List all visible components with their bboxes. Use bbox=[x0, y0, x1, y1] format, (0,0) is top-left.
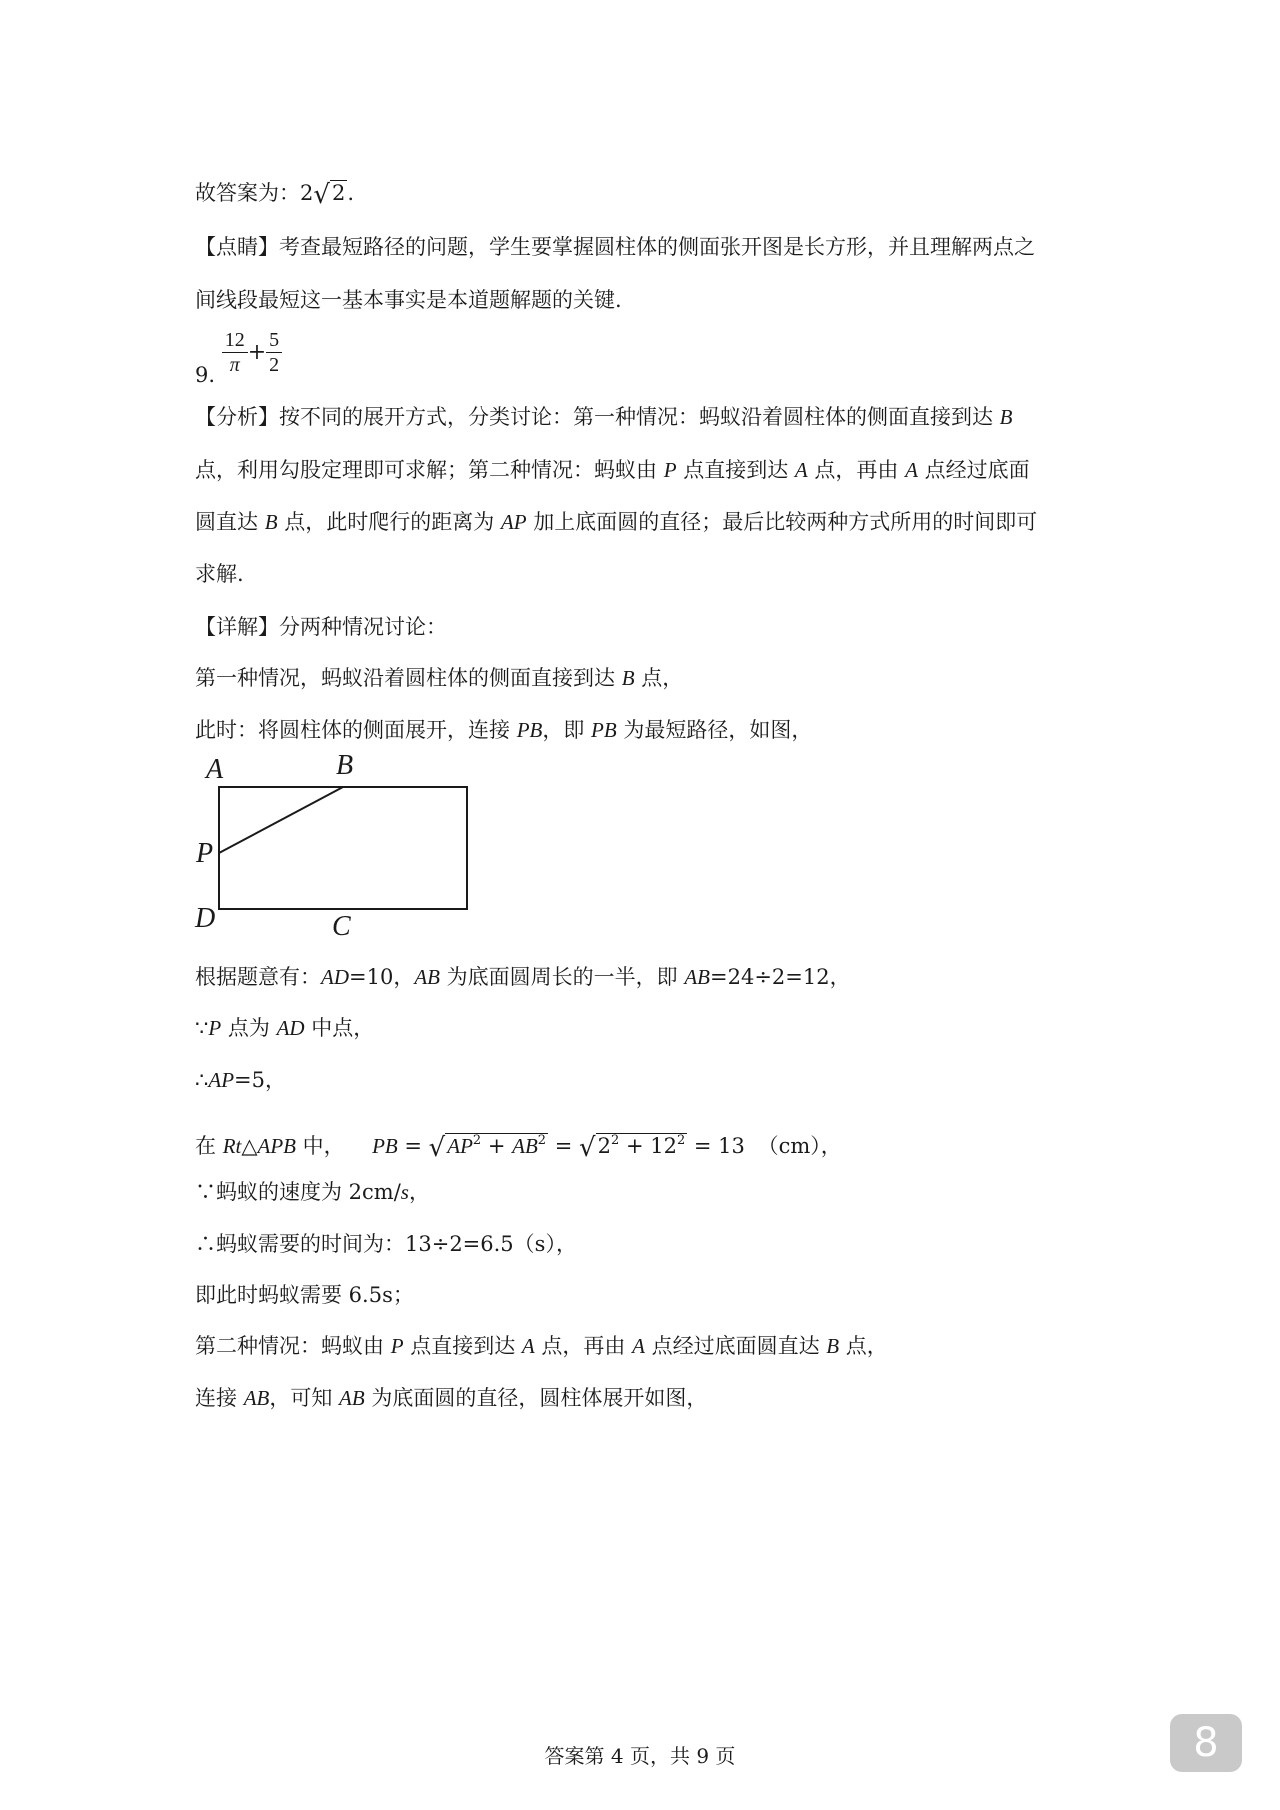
var-ab: AB bbox=[243, 1386, 270, 1410]
because-symbol: ∵ bbox=[195, 1016, 209, 1040]
text: 为底面圆的直径，圆柱体展开如图， bbox=[364, 1386, 708, 1410]
q9-frac1-den: π bbox=[229, 354, 240, 376]
eq-ab: AB bbox=[512, 1134, 538, 1158]
eq-equals: = bbox=[397, 1134, 429, 1158]
text: 点，利用勾股定理即可求解；第二种情况：蚂蚁由 bbox=[195, 458, 664, 482]
text: 点，再由 bbox=[534, 1334, 633, 1358]
text: 圆直达 bbox=[195, 510, 265, 534]
text: =10， bbox=[349, 965, 415, 989]
answer-8-coef: 2 bbox=[300, 181, 314, 205]
comment-line-2: 间线段最短这一基本事实是本道题解题的关键. bbox=[195, 288, 622, 312]
var-ab: AB bbox=[684, 965, 710, 989]
calc-line-1 bbox=[195, 962, 851, 992]
therefore-symbol: ∴ bbox=[195, 1068, 209, 1092]
var-ad: AD bbox=[276, 1016, 305, 1040]
var-p: P bbox=[663, 458, 677, 482]
answer-8-sqrt: √2 bbox=[313, 180, 346, 210]
var-pb: PB bbox=[591, 718, 617, 742]
q9-frac2-den: 2 bbox=[269, 354, 280, 376]
figure-label-c: C bbox=[332, 911, 351, 942]
calc-line-2 bbox=[195, 1013, 374, 1043]
calc-line-4-equation bbox=[195, 1126, 842, 1163]
text: =5， bbox=[234, 1068, 286, 1092]
answer-8-radicand: 2 bbox=[331, 181, 346, 205]
text: ， bbox=[408, 1180, 430, 1204]
calc-line-3 bbox=[195, 1065, 286, 1095]
text: 点，此时爬行的距离为 bbox=[277, 510, 501, 534]
text: 连接 bbox=[195, 1386, 244, 1410]
text: 点， bbox=[634, 666, 684, 690]
calc-line-5 bbox=[195, 1177, 430, 1207]
text: ∵蚂蚁的速度为 2cm/ bbox=[195, 1180, 401, 1204]
figure-label-b: B bbox=[336, 750, 354, 781]
text: 中， bbox=[296, 1134, 345, 1158]
text: 点直接到达 bbox=[403, 1334, 522, 1358]
text: 第一种情况，蚂蚁沿着圆柱体的侧面直接到达 bbox=[195, 666, 622, 690]
text: 根据题意有： bbox=[195, 965, 321, 989]
var-a: A bbox=[794, 458, 808, 482]
eq-unit: （cm）， bbox=[757, 1134, 842, 1158]
rectangle-abcd bbox=[219, 787, 467, 909]
eq-plus: + bbox=[481, 1134, 513, 1158]
eq-result: = 13 bbox=[687, 1134, 745, 1158]
text: ，即 bbox=[542, 718, 592, 742]
text: 点为 bbox=[221, 1016, 277, 1040]
var-s: s bbox=[400, 1180, 409, 1204]
text: 加上底面圆的直径；最后比较两种方式所用的时间即可 bbox=[526, 510, 1038, 534]
var-b: B bbox=[264, 510, 278, 534]
text: 点， bbox=[839, 1334, 888, 1358]
var-a: A bbox=[521, 1334, 535, 1358]
var-p: P bbox=[208, 1016, 222, 1040]
var-b: B bbox=[999, 405, 1013, 429]
comment-line-1: 【点睛】考查最短路径的问题，学生要掌握圆柱体的侧面张开图是长方形，并且理解两点之 bbox=[195, 235, 1035, 259]
text: 中点， bbox=[304, 1016, 375, 1040]
segment-pb bbox=[219, 787, 343, 853]
text: ，可知 bbox=[269, 1386, 340, 1410]
var-pb: PB bbox=[516, 718, 543, 742]
var-b: B bbox=[826, 1334, 840, 1358]
text: 【分析】按不同的展开方式，分类讨论：第一种情况：蚂蚁沿着圆柱体的侧面直接到达 bbox=[195, 405, 1000, 429]
text: 在 bbox=[195, 1134, 223, 1158]
var-ab: AB bbox=[339, 1386, 365, 1410]
eq-exp: 2 bbox=[472, 1133, 482, 1148]
var-apb: APB bbox=[257, 1134, 296, 1158]
q9-number: 9. bbox=[195, 363, 216, 387]
figure-label-d: D bbox=[195, 903, 216, 934]
q9-frac2-num: 5 bbox=[266, 328, 282, 353]
answer-8-end: . bbox=[347, 181, 355, 205]
var-ap: AP bbox=[500, 510, 527, 534]
q9-frac1-num: 12 bbox=[222, 328, 248, 353]
eq-pb: PB bbox=[372, 1134, 398, 1158]
eq-ap: AP bbox=[447, 1134, 473, 1158]
eq-two: 2 bbox=[597, 1134, 611, 1158]
var-ap: AP bbox=[208, 1068, 235, 1092]
eq-sqrt-2: $√2^2 + 12^2$ bbox=[579, 1133, 686, 1163]
detail-line-1: 【详解】分两种情况讨论： bbox=[195, 615, 447, 639]
text: 点经过底面圆直达 bbox=[644, 1334, 827, 1358]
text: 此时：将圆柱体的侧面展开，连接 bbox=[195, 718, 517, 742]
text: 为底面圆周长的一半，即 bbox=[439, 965, 685, 989]
text: 点经过底面 bbox=[917, 458, 1030, 482]
q9-plus: + bbox=[247, 340, 267, 365]
analysis-line-4: 求解. bbox=[195, 562, 244, 586]
calc-line-7: 即此时蚂蚁需要 6.5s； bbox=[195, 1283, 414, 1307]
calc-line-8 bbox=[195, 1331, 888, 1361]
text: 点，再由 bbox=[807, 458, 906, 482]
eq-exp: 2 bbox=[610, 1133, 620, 1148]
figure-label-a: A bbox=[206, 754, 224, 785]
eq-exp: 2 bbox=[537, 1133, 547, 1148]
eq-twelve: 12 bbox=[650, 1134, 677, 1158]
triangle-symbol: △ bbox=[241, 1134, 258, 1158]
var-ab: AB bbox=[414, 965, 440, 989]
eq-plus: + bbox=[619, 1134, 651, 1158]
var-b: B bbox=[621, 666, 635, 690]
text: =24÷2=12， bbox=[710, 965, 851, 989]
page-footer: 答案第 4 页，共 9 页 bbox=[544, 1744, 736, 1768]
var-ad: AD bbox=[321, 965, 349, 989]
var-a: A bbox=[632, 1334, 645, 1358]
text: 点直接到达 bbox=[676, 458, 795, 482]
page-number-badge[interactable]: 8 bbox=[1170, 1714, 1242, 1772]
figure-label-p: P bbox=[196, 838, 214, 869]
eq-exp: 2 bbox=[676, 1133, 686, 1148]
var-rt: Rt bbox=[222, 1134, 242, 1158]
calc-line-9 bbox=[195, 1383, 707, 1413]
eq-equals: = bbox=[548, 1134, 580, 1158]
calc-line-6: ∴蚂蚁需要的时间为：13÷2=6.5（s）， bbox=[195, 1232, 577, 1256]
var-p: P bbox=[390, 1334, 404, 1358]
var-a: A bbox=[905, 458, 918, 482]
text: 第二种情况：蚂蚁由 bbox=[195, 1334, 391, 1358]
text: 为最短路径，如图， bbox=[616, 718, 813, 742]
eq-sqrt-1: $√AP^2 + AB^2$ bbox=[428, 1133, 547, 1163]
answer-8-prefix: 故答案为： bbox=[195, 181, 300, 205]
